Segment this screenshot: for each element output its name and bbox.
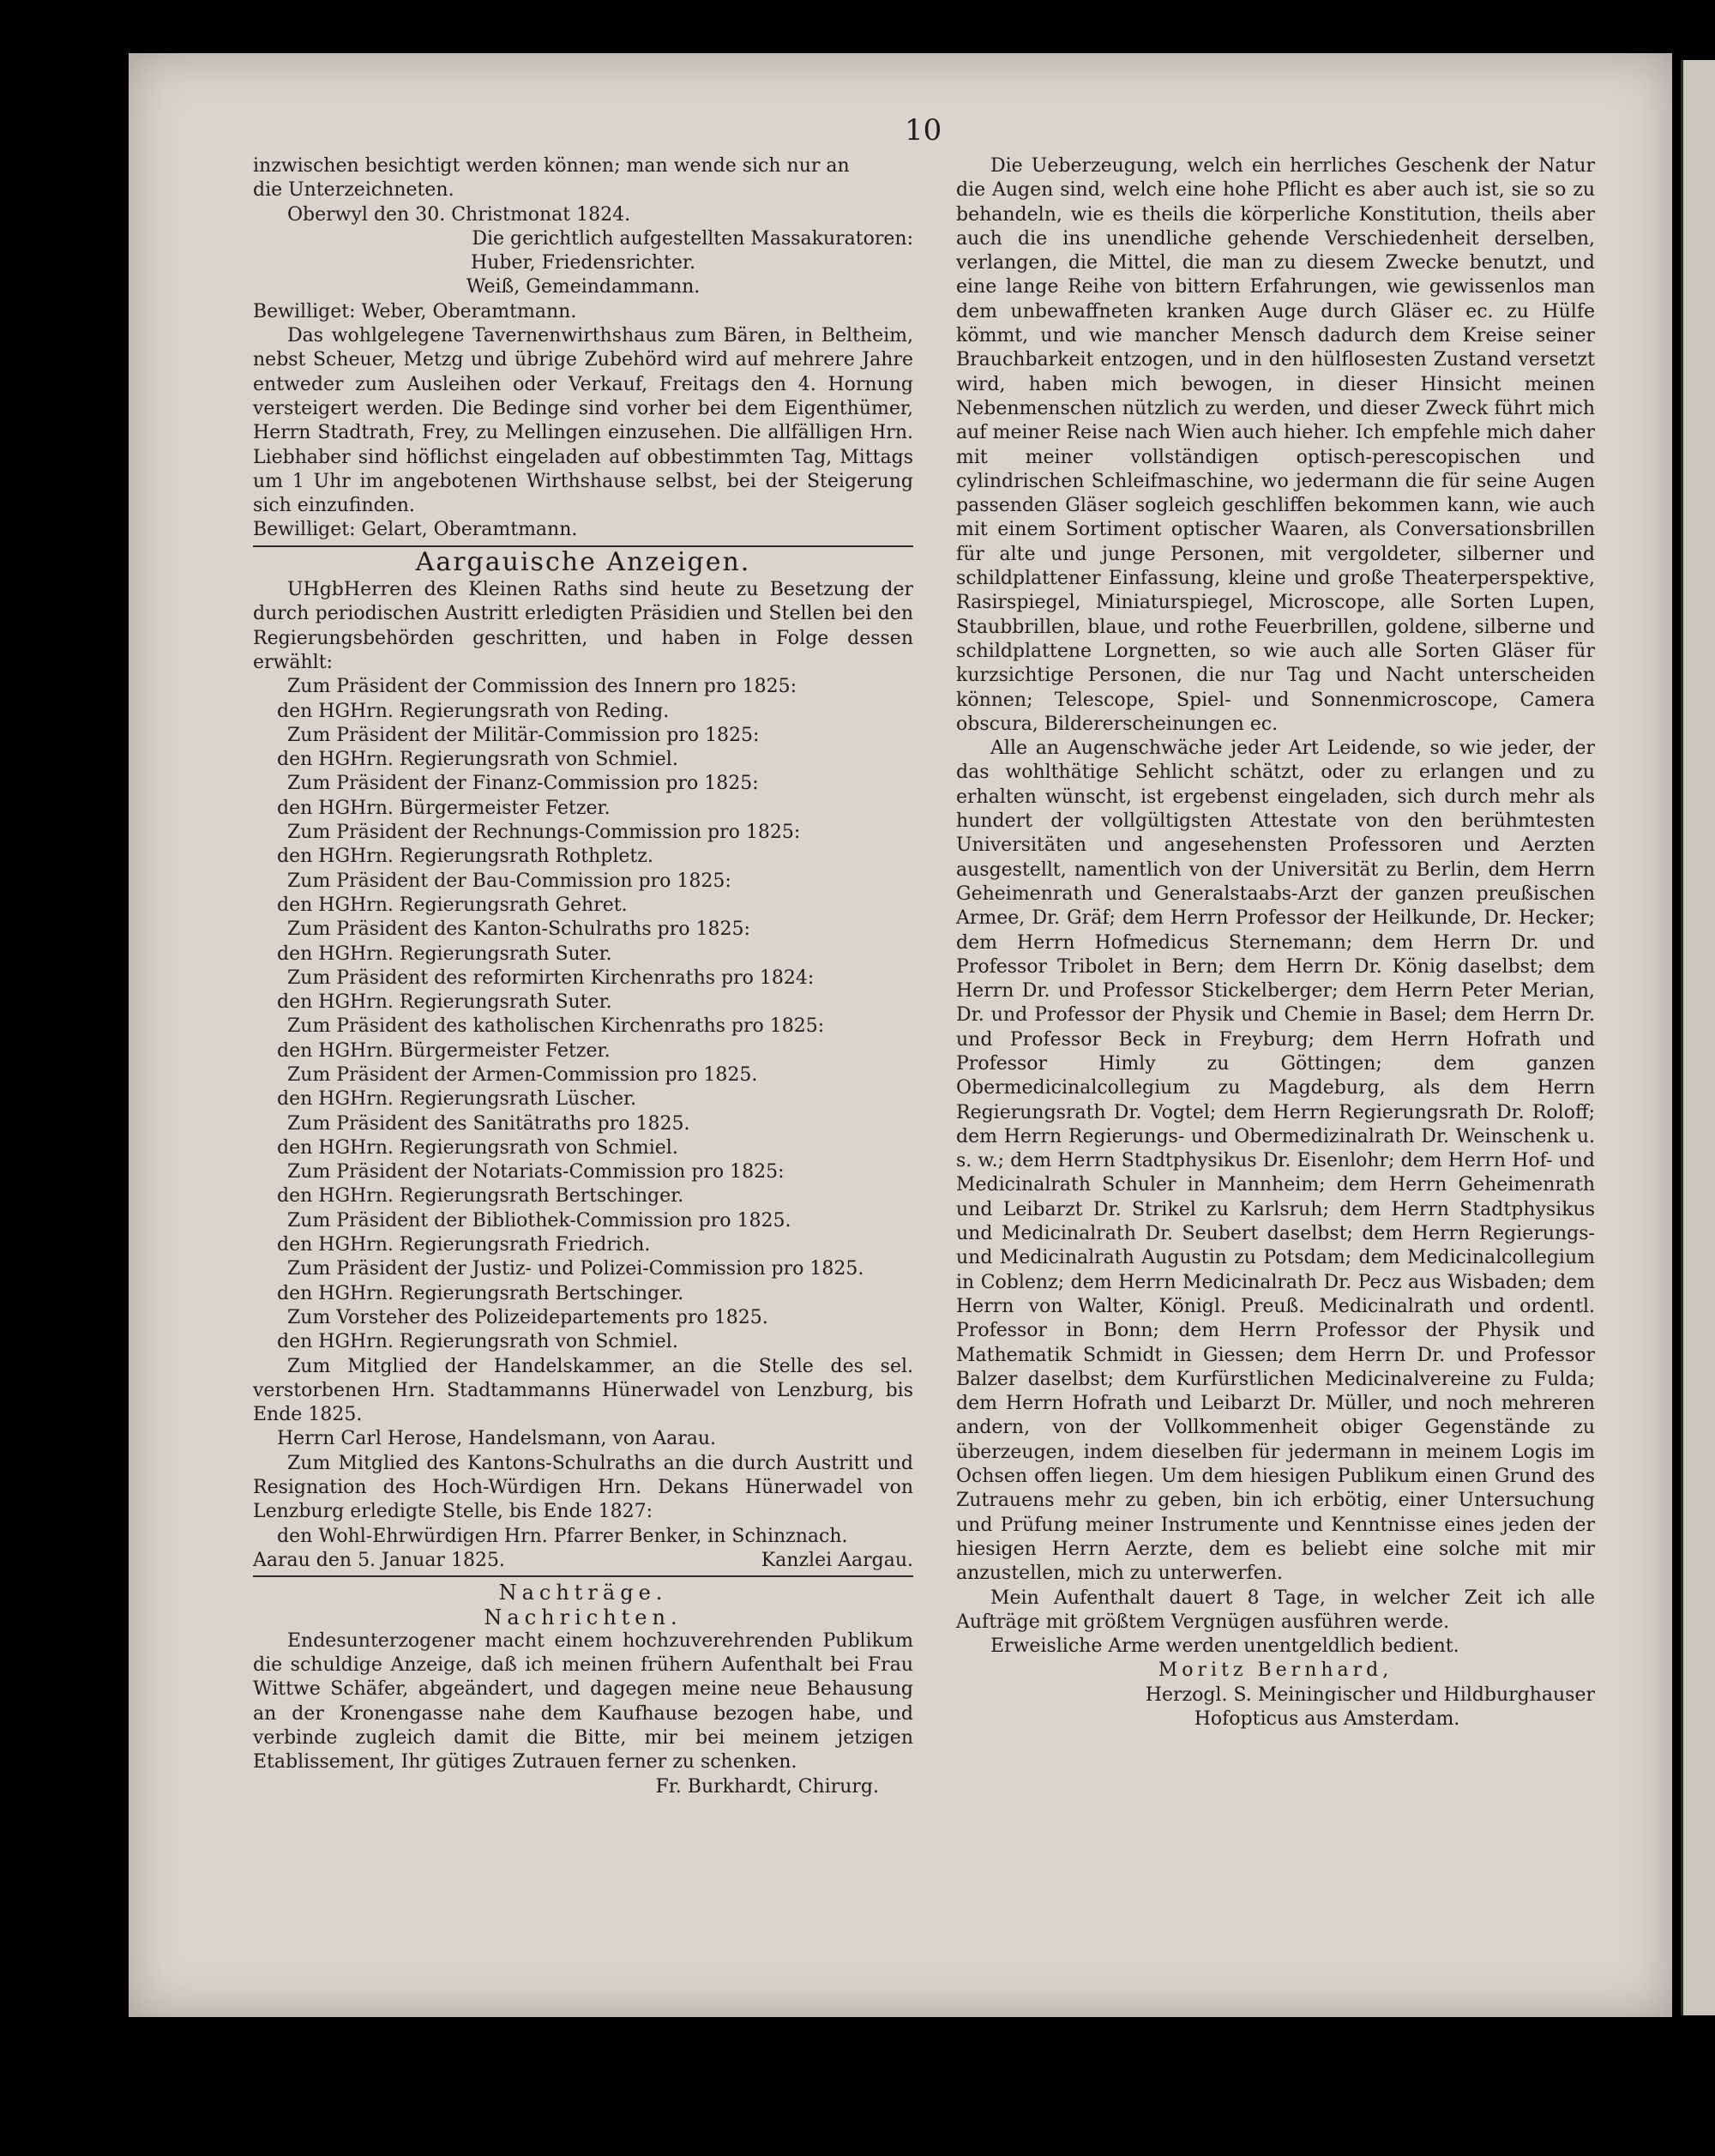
intro-line-1: inzwischen besichtigt werden können; man wende sich nur an <box>253 155 850 177</box>
appointment-office: Zum Präsident des Sanitätraths pro 1825. <box>287 1112 690 1135</box>
optician-paragraph-2: Alle an Augenschwäche jeder Art Leidende, so wie jeder, der das wohlthätige Sehlicht schätzt, oder zu erlangen und zu erhalten wünscht, ist ergebenst eingeladen, sich durch mehr als hundert der vollgültigsten Attestate von den berühmtesten Universitäten und angesehensten Professoren und Aerzten ausgestellt, namentlich von der Universität zu Berlin, dem Herrn Geheimenrath und Generalstaabs-Arzt der ganzen preußischen Armee, Dr. Gräf; dem Herrn Professor der Heilkunde, Dr. Hecker; dem Herrn Hofmedicus Sternemann; dem Herrn Dr. und Professor Tribolet in Bern; dem Herrn Dr. König daselbst; dem Herrn Dr. und Professor Stickelberger; dem Herrn Peter Merian, Dr. und Professor der Physik und Chemie in Basel; dem Herrn Dr. und Professor Beck in Freyburg; dem Herrn Hofrath und Professor Himly zu Göttingen; dem ganzen Obermedicinalcollegium zu Magdeburg, als dem Herrn Regierungsrath Dr. Vogtel; dem Herrn Regierungsrath Dr. Roloff; dem Herrn Regierungs- und Obermedizinalrath Dr. Weinschenk u. s. w.; dem Herrn Stadtphysikus Dr. Eisenlohr; dem Herrn Hof- und Medicinalrath Schuler in Mannheim; dem Herrn Geheimenrath und Leibarzt Dr. Strikel zu Karlsruh; dem Herrn Stadtphysikus und Medicinalrath Dr. Seubert daselbst; dem Herrn Regierungs- und Medicinalrath Augustin zu Potsdam; dem Medicinalcollegium in Coblenz; dem Herrn Medicinalrath Dr. Pecz aus Wisbaden; dem Herrn von Walter, Königl. Preuß. Medicinalrath und ordentl. Professor in Bonn; dem Herrn Professor der Physik und Mathematik Schmidt in Giessen; dem Herrn Dr. und Professor Balzer daselbst; dem Kurfürstlichen Medicinalvereine zu Fulda; dem Herrn Hofrath und Leibarzt Dr. Müller, und noch mehreren andern, von der Vollkommenheit obiger Gegenstände zu überzeugen, indem dieselben für jedermann in meinem Logis im Ochsen offen liegen. Um dem hiesigen Publikum einen Grund des Zutrauens mehr zu geben, bin ich erbötig, einer Untersuchung und Prüfung meiner Instrumente und Kenntnisse eines jeden der hiesigen Herrn Aerzte, dem es beliebt eine solche mit mir anzustellen, mich zu unterwerfen. <box>956 738 1595 1585</box>
aargau-date: Aarau den 5. Januar 1825. <box>253 1549 505 1571</box>
optician-paragraph-3: Mein Aufenthalt dauert 8 Tage, in welcher Zeit ich alle Aufträge mit größtem Vergnügen ausführen werde. <box>956 1587 1595 1633</box>
appointment-person: den HGHrn. Regierungsrath Lüscher. <box>277 1088 637 1111</box>
appointment-person: den HGHrn. Regierungsrath Rothpletz. <box>277 846 653 868</box>
aargau-footer <box>253 1549 913 1573</box>
appointment-office: Zum Präsident des Kanton-Schulraths pro 1825: <box>287 918 750 941</box>
aargau-signature: Kanzlei Aargau. <box>761 1549 913 1571</box>
appointment-person: den HGHrn. Regierungsrath Suter. <box>277 942 612 965</box>
intro-approval: Bewilliget: Weber, Oberamtmann. <box>253 300 577 322</box>
appointment-person: den HGHrn. Bürgermeister Fetzer. <box>277 1039 611 1062</box>
appointment-office: Zum Präsident der Bau-Commission pro 1825: <box>287 870 731 892</box>
appointment-person: den HGHrn. Regierungsrath von Reding. <box>277 700 670 722</box>
optician-paragraph-1: Die Ueberzeugung, welch ein herrliches Geschenk der Natur die Augen sind, welch eine hohe Pflicht es aber auch ist, sie so zu behandeln, wie es theils die körperliche Konstitution, theils aber auch die ins unendliche gehende Verschiedenheit derselben, verlangen, die Mittel, die man zu diesem Zwecke benutzt, und eine lange Reihe von bittern Erfahrungen, wie gewissenlos man dem unbewaffneten kranken Auge durch Gläser ec. zu Hülfe kömmt, und wie mancher Mensch dadurch dem Kreise seiner Brauchbarkeit entzogen, und in den hülflosesten Zustand versetzt wird, haben mich bewogen, in dieser Hinsicht meinen Nebenmenschen nützlich zu werden, und dieser Zweck führt mich auf meiner Reise nach Wien auch hieher. Ich empfehle mich daher mit meiner vollständigen optisch-perescopischen und cylindrischen Schleifmaschine, wo jedermann die für seine Augen passenden Gläser sogleich geschliffen bekommen kann, wie auch mit einem Sortiment optischer Waaren, als Conversationsbrillen für alte und junge Personen, mit vergoldeter, silberner und schildplattener Einfassung, kleine und große Theaterperspektive, Rasirspiegel, Miniaturspiegel, Microscope, alle Sorten Lupen, Staubbrillen, blaue, und rothe Feuerbrillen, goldene, silberne und schildplattene Lorgnetten, so wie auch alle Sorten Gläser für kurzsichtige Personen, die nur Tag und Nacht unterscheiden können; Telescope, Spiel- und Sonnenmicroscope, Camera obscura, Bildererscheinungen ec. <box>956 155 1595 735</box>
appointment-office: Zum Präsident der Bibliothek-Commission pro 1825. <box>287 1209 791 1232</box>
addenda-signature: Fr. Burkhardt, Chirurg. <box>655 1775 879 1798</box>
aargau-heading: Aargauische Anzeigen. <box>415 546 751 577</box>
appointment-office: Zum Präsident der Rechnungs-Commission pro 1825: <box>287 822 801 844</box>
appointment-person: den HGHrn. Bürgermeister Fetzer. <box>277 797 611 819</box>
addenda-text: Endesunterzogener macht einem hochzuverehrenden Publikum die schuldige Anzeige, daß ich meinen frühern Aufenthalt bei Frau Wittwe Schäfer, abgeändert, und dagegen meine neue Behausung an der Kronengasse nahe dem Kaufhause bezogen habe, und verbinde zugleich damit die Bitte, mir bei meinem jetzigen Etablissement, Ihr gütiges Zutrauen ferner zu schenken. <box>253 1629 913 1774</box>
appointment-person: den HGHrn. Regierungsrath von Schmiel. <box>277 749 678 771</box>
appointment-office: Zum Präsident des reformirten Kirchenraths pro 1824: <box>287 967 815 989</box>
adjacent-page-edge <box>1681 60 1715 2015</box>
school-person: den Wohl-Ehrwürdigen Hrn. Pfarrer Benker, in Schinznach. <box>277 1525 848 1547</box>
tavern-notice-text: Das wohlgelegene Tavernenwirthshaus zum Bären, in Beltheim, nebst Scheuer, Metzg und übrige Zubehörd wird auf mehrere Jahre entweder zum Ausleihen oder Verkauf, Freitags den 4. Hornung versteigert werden. Die Bedinge sind vorher bei dem Eigenthümer, Herrn Stadtrath, Frey, zu Mellingen einzusehen. Die allfälligen Hrn. Liebhaber sind höflichst eingeladen auf obbestimmten Tag, Mittags um 1 Uhr im angebotenen Wirthshause selbst, bei der Steigerung sich einzufinden. <box>253 325 913 517</box>
appointment-office: Zum Präsident der Notariats-Commission pro 1825: <box>287 1161 785 1183</box>
curators-title: Die gerichtlich aufgestellten Massakuratoren: <box>472 227 913 250</box>
appointment-person: den HGHrn. Regierungsrath Suter. <box>277 991 612 1014</box>
commerce-member: Zum Mitglied der Handelskammer, an die Stelle des sel. verstorbenen Hrn. Stadtammanns Hünerwadel von Lenzburg, bis Ende 1825. <box>253 1355 913 1426</box>
appointment-person: den HGHrn. Regierungsrath von Schmiel. <box>277 1331 678 1353</box>
optician-paragraph-4: Erweisliche Arme werden unentgeldlich bedient. <box>990 1635 1459 1658</box>
appointment-person: den HGHrn. Regierungsrath von Schmiel. <box>277 1136 678 1159</box>
optician-signature-title-1: Herzogl. S. Meiningischer und Hildburghauser <box>1145 1683 1595 1706</box>
appointment-office: Zum Präsident der Militär-Commission pro 1825: <box>287 724 760 746</box>
intro-date: Oberwyl den 30. Christmonat 1824. <box>287 203 631 226</box>
intro-line-2: die Unterzeichneten. <box>253 179 454 202</box>
left-column <box>253 154 913 1799</box>
appointment-office: Zum Präsident der Justiz- und Polizei-Commission pro 1825. <box>287 1258 864 1280</box>
appointment-person: den HGHrn. Regierungsrath Friedrich. <box>277 1234 651 1256</box>
appointment-office: Zum Vorsteher des Polizeidepartements pro 1825. <box>287 1306 768 1328</box>
appointment-person: den HGHrn. Regierungsrath Bertschinger. <box>277 1282 684 1304</box>
appointment-office: Zum Präsident des katholischen Kirchenraths pro 1825: <box>287 1015 825 1038</box>
appointment-person: den HGHrn. Regierungsrath Gehret. <box>277 894 628 916</box>
curator-2: Weiß, Gemeindammann. <box>466 276 701 298</box>
optician-signature-name: Moritz Bernhard, <box>1158 1659 1393 1682</box>
school-member: Zum Mitglied des Kantons-Schulraths an die durch Austritt und Resignation des Hoch-Würdigen Hrn. Dekans Hünerwadel von Lenzburg erledigte Stelle, bis Ende 1827: <box>253 1452 913 1523</box>
addenda-subheading: Nachrichten. <box>484 1605 683 1629</box>
section-divider <box>253 1575 913 1577</box>
appointment-office: Zum Präsident der Finanz-Commission pro 1825: <box>287 773 759 795</box>
page-number: 10 <box>905 113 942 148</box>
appointment-office: Zum Präsident der Commission des Innern pro 1825: <box>287 676 797 698</box>
curator-1: Huber, Friedensrichter. <box>471 252 695 274</box>
appointment-list <box>253 675 913 1354</box>
appointment-person: den HGHrn. Regierungsrath Bertschinger. <box>277 1185 684 1207</box>
tavern-notice-approval: Bewilliget: Gelart, Oberamtmann. <box>253 519 578 541</box>
addenda-heading: Nachträge. <box>498 1581 668 1605</box>
right-column <box>956 154 1595 1731</box>
optician-signature-title-2: Hofopticus aus Amsterdam. <box>1194 1708 1460 1730</box>
appointment-office: Zum Präsident der Armen-Commission pro 1825. <box>287 1063 758 1086</box>
aargau-intro: UHgbHerren des Kleinen Raths sind heute zu Besetzung der durch periodischen Austritt erledigten Präsidien und Stellen bei den Regierungsbehörden geschritten, und haben in Folge dessen erwählt: <box>253 579 913 673</box>
commerce-person: Herrn Carl Herose, Handelsmann, von Aarau. <box>277 1428 716 1450</box>
